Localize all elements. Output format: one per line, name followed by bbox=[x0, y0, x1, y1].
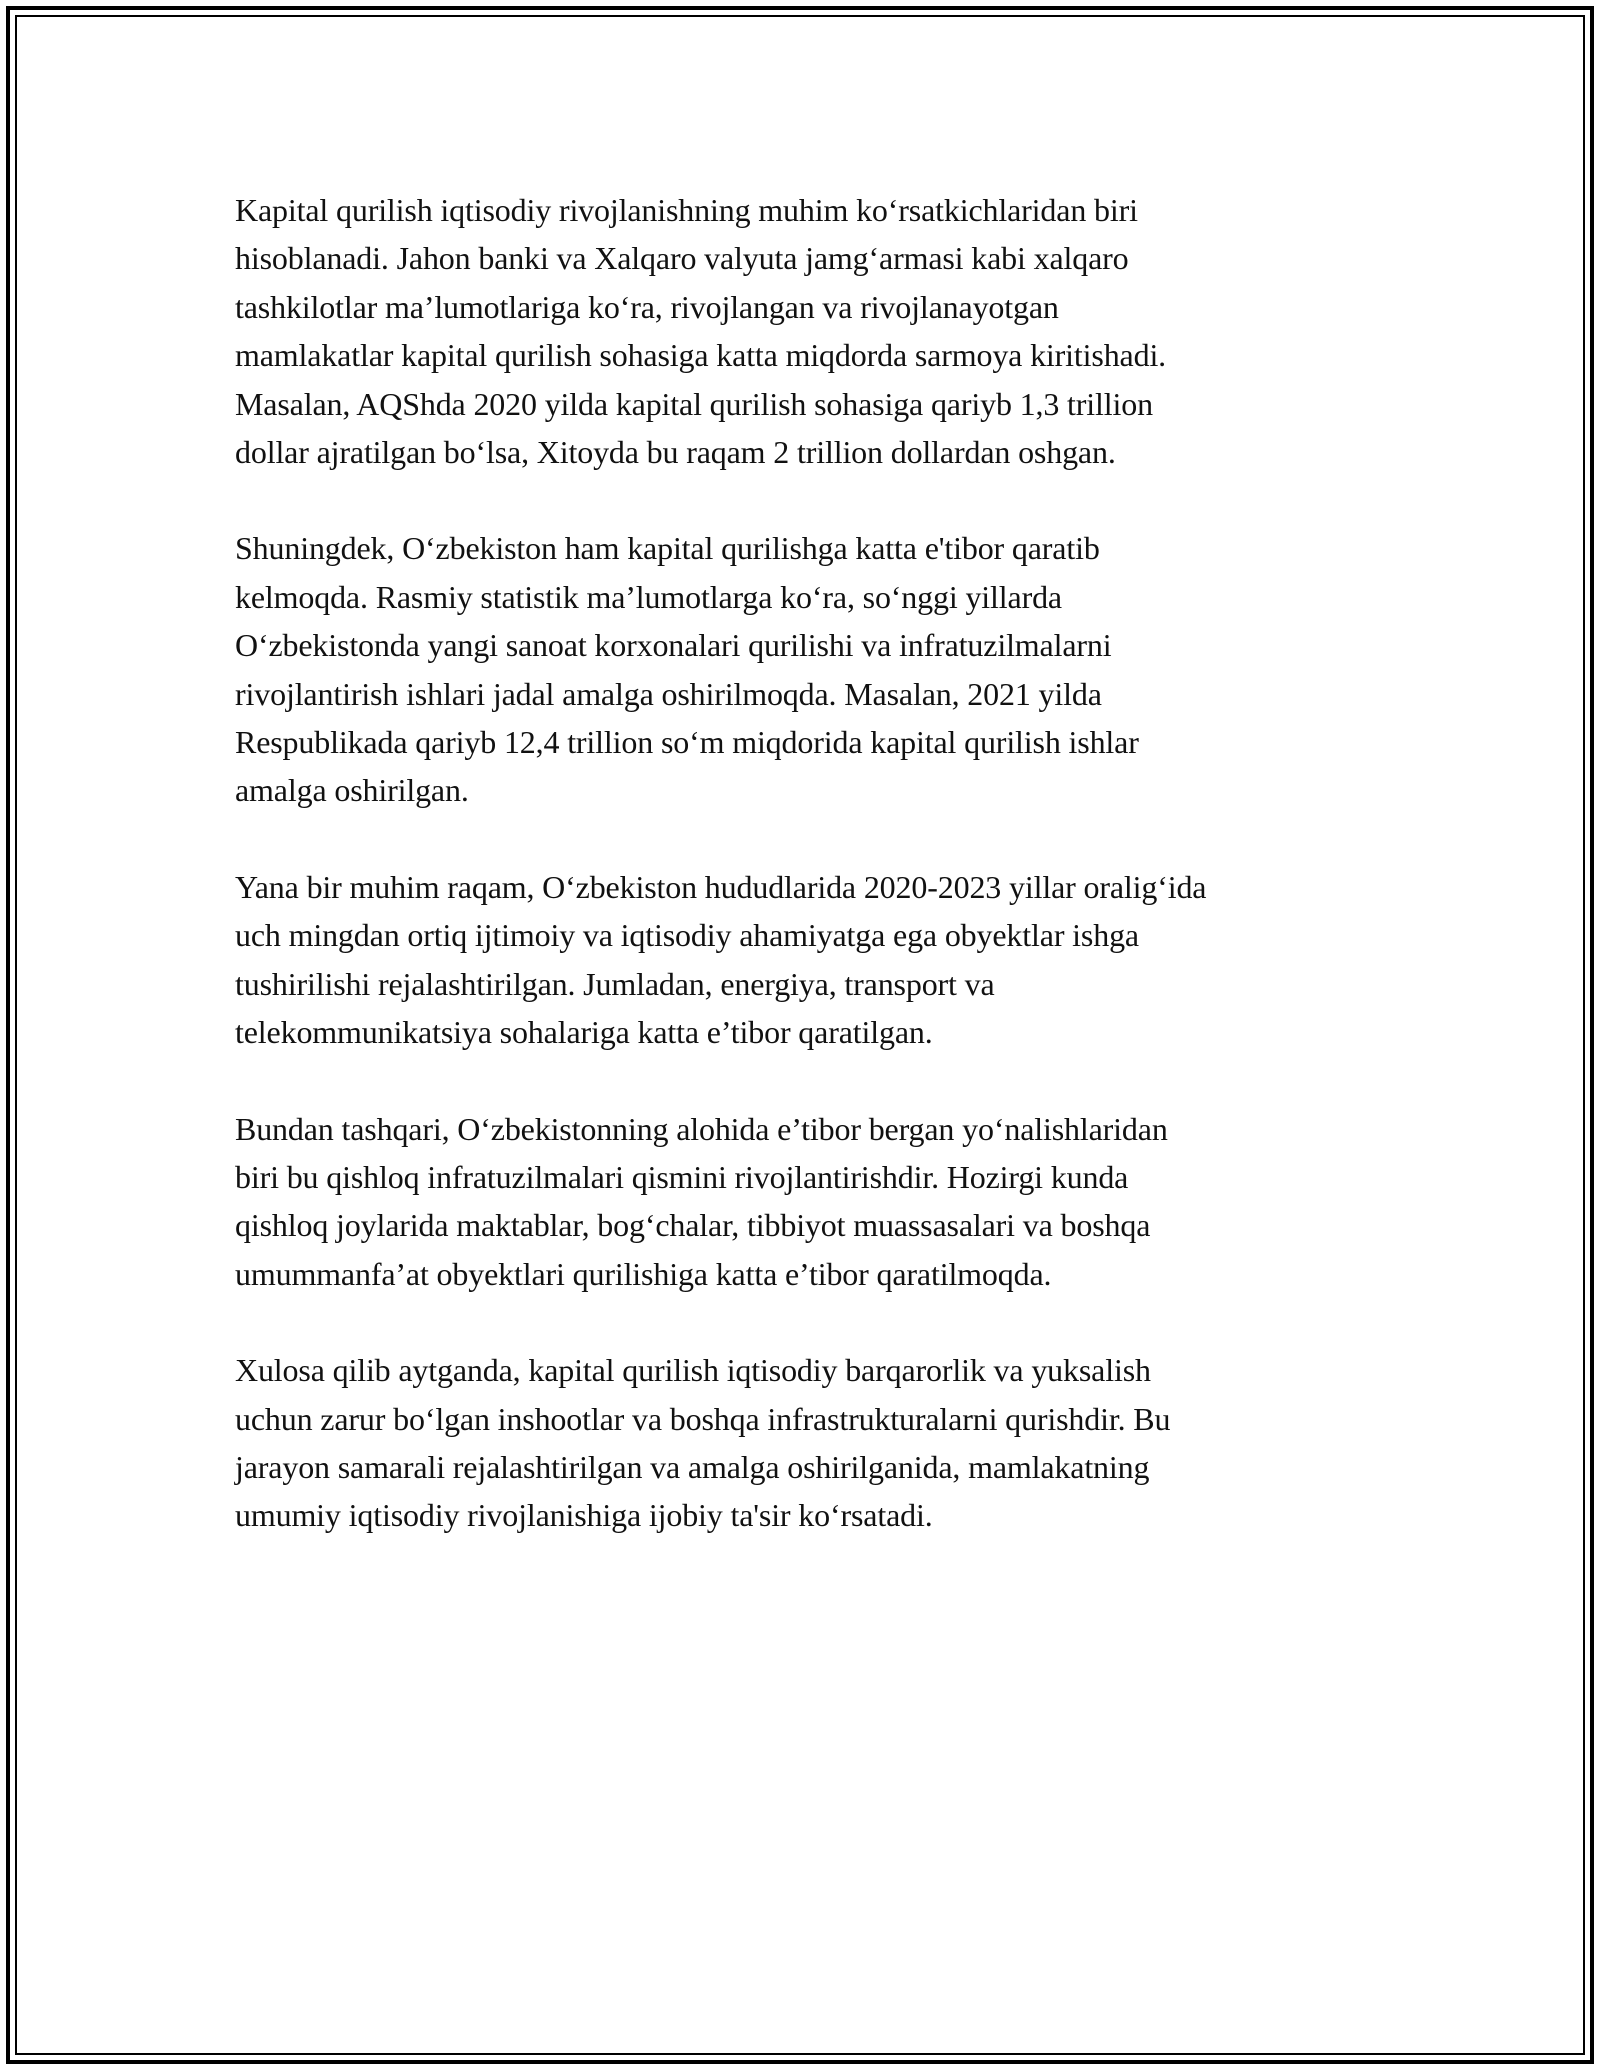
text-line: mamlakatlar kapital qurilish sohasiga katta miqdorda sarmoya kiritishadi. bbox=[235, 337, 1167, 374]
text-line: amalga oshirilgan. bbox=[235, 772, 469, 809]
paragraph-conclusion bbox=[235, 1346, 1385, 1540]
paragraph-capital-construction-intro bbox=[235, 186, 1385, 476]
text-line: telekommunikatsiya sohalariga katta e’tibor qaratilgan. bbox=[235, 1014, 933, 1051]
text-line: Respublikada qariyb 12,4 trillion soʻm miqdorida kapital qurilish ishlar bbox=[235, 724, 1139, 761]
paragraph-uzbekistan-investment bbox=[235, 524, 1385, 814]
text-line: uchun zarur boʻlgan inshootlar va boshqa infrastrukturalarni qurishdir. Bu bbox=[235, 1400, 1171, 1437]
document-body bbox=[235, 186, 1385, 1588]
paragraph-regional-projects bbox=[235, 863, 1385, 1057]
text-line: qishloq joylarida maktablar, bogʻchalar, tibbiyot muassasalari va boshqa bbox=[235, 1207, 1151, 1244]
text-line: dollar ajratilgan boʻlsa, Xitoyda bu raqam 2 trillion dollardan oshgan. bbox=[235, 434, 1116, 471]
text-line: rivojlantirish ishlari jadal amalga oshirilmoqda. Masalan, 2021 yilda bbox=[235, 675, 1102, 712]
text-line: uch mingdan ortiq ijtimoiy va iqtisodiy ahamiyatga ega obyektlar ishga bbox=[235, 917, 1139, 954]
text-line: Shuningdek, Oʻzbekiston ham kapital qurilishga katta e'tibor qaratib bbox=[235, 530, 1100, 567]
text-line: Oʻzbekistonda yangi sanoat korxonalari qurilishi va infratuzilmalarni bbox=[235, 627, 1112, 664]
text-line: biri bu qishloq infratuzilmalari qismini rivojlantirishdir. Hozirgi kunda bbox=[235, 1158, 1129, 1195]
text-line: jarayon samarali rejalashtirilgan va amalga oshirilganida, mamlakatning bbox=[235, 1448, 1150, 1485]
text-line: Bundan tashqari, Oʻzbekistonning alohida e’tibor bergan yoʻnalishlaridan bbox=[235, 1110, 1168, 1147]
paragraph-rural-infrastructure bbox=[235, 1105, 1385, 1299]
text-line: tushirilishi rejalashtirilgan. Jumladan, energiya, transport va bbox=[235, 965, 995, 1002]
text-line: Masalan, AQShda 2020 yilda kapital qurilish sohasiga qariyb 1,3 trillion bbox=[235, 385, 1153, 422]
text-line: tashkilotlar ma’lumotlariga koʻra, rivojlangan va rivojlanayotgan bbox=[235, 288, 1059, 325]
text-line: kelmoqda. Rasmiy statistik ma’lumotlarga koʻra, soʻnggi yillarda bbox=[235, 578, 1062, 615]
text-line: umumiy iqtisodiy rivojlanishiga ijobiy ta'sir koʻrsatadi. bbox=[235, 1497, 933, 1534]
text-line: Yana bir muhim raqam, Oʻzbekiston hududlarida 2020-2023 yillar oraligʻida bbox=[235, 868, 1207, 905]
text-line: Xulosa qilib aytganda, kapital qurilish iqtisodiy barqarorlik va yuksalish bbox=[235, 1352, 1151, 1389]
text-line: umummanfa’at obyektlari qurilishiga katta e’tibor qaratilmoqda. bbox=[235, 1255, 1052, 1292]
text-line: hisoblanadi. Jahon banki va Xalqaro valyuta jamgʻarmasi kabi xalqaro bbox=[235, 240, 1129, 277]
text-line: Kapital qurilish iqtisodiy rivojlanishning muhim koʻrsatkichlaridan biri bbox=[235, 192, 1138, 228]
